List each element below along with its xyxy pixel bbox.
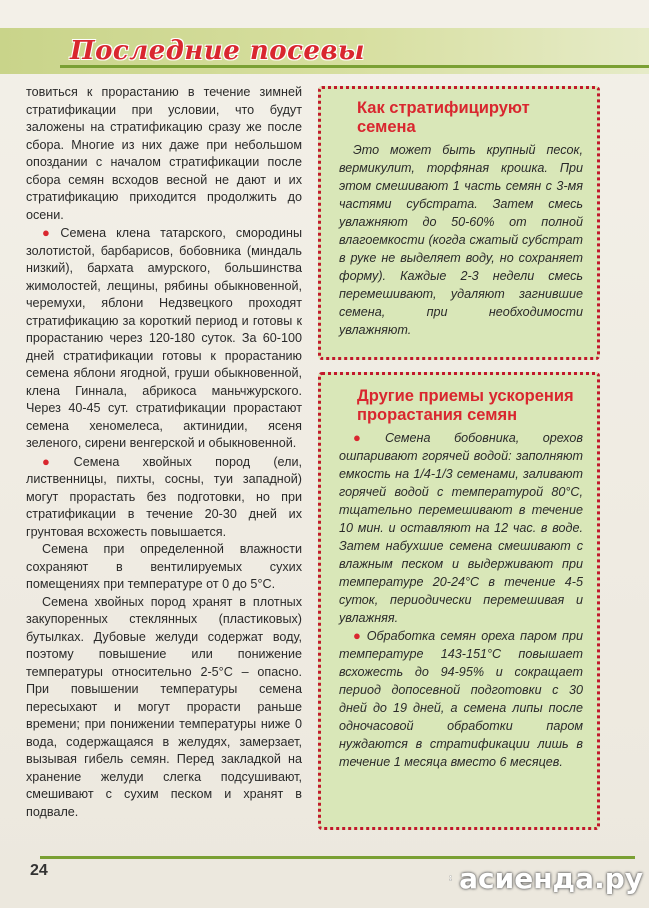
box-title: Другие приемы ускорения прорастания семян <box>357 387 574 424</box>
section-title: Последние посевы <box>70 36 365 66</box>
watermark <box>448 858 643 898</box>
paragraph: товиться к прорастанию в течение зимней стратификации при условии, что будут заложены на стратификацию сразу же после сбора. Многие из них даже при небольшом опоздании с началом стратификации после сбора семян всходов весной не дают и их стратификацию приходится продолжить до осени. <box>26 85 302 222</box>
left-column <box>26 84 302 821</box>
box-title: Как стратифицируют семена <box>357 99 530 136</box>
bullet-icon: ● <box>353 628 363 643</box>
paragraph-text: Обработка семян ореха паром при температуре 143-151°С повышает всхожесть до 94-95% и сокращает период допосевной подготовки с 30 дней до 19 дней, а семена липы после одночасовой обработки паром нуждаются в стратификации лишь в течение 1 месяца вместо 6 месяцев. <box>339 629 583 769</box>
bullet-icon: ● <box>42 225 57 240</box>
paragraph-text: Семена бобовника, орехов ошпаривают горячей водой: заполняют емкость на 1/4-1/3 семенами, заливают горячей водой с температурой 80°С, тщательно перемешивают в течение 10 мин. и оставляют на 12 час. в воде. Затем набухшие семена смешивают с влажным песком и выдерживают при температуре 20-24°С в течение 4-5 суток, периодически перемешивая и увлажняя. <box>339 431 583 625</box>
page-number: 24 <box>30 862 48 879</box>
watermark-text: асиенда.ру <box>459 861 643 895</box>
bullet-paragraph <box>26 224 302 453</box>
paragraph-text: Семена хвойных пород (ели, лиственницы, пихты, сосны, туи западной) могут прорастать без подготовки, но при стратификации в течение 20-30 дней их грунтовая всхожесть повышается. <box>26 454 302 539</box>
box-text: Это может быть крупный песок, вермикулит, торфяная крошка. При этом смешивают 1 часть семян с 3-мя частями субстрата. Затем смесь увлажняют до 50-60% от полной влагоемкости (когда сжатый субстрат в руке не выделяет воду, но сохраняет форму). Каждые 2-3 недели смесь перемешивают, удаляют загнившие семена, при необходимости увлажняют. <box>339 143 583 337</box>
paragraph-text: Семена клена татарского, смородины золотистой, барбарисов, бобовника (миндаль низкий), бархата амурского, большинства жимолостей, лещины, рябины обыкновенной, черемухи, яблони Недзвецкого проходят стратификацию за короткий период и готовы к прорастанию через 120-180 суток. За 60-100 дней стратификации готовы к прорастанию семена яблони ягодной, груши обыкновенной, клена Гиннала, абрикоса маньчжурского. Через 40-45 сут. стратификации прорастают семена хеномелеса, актинидии, ясеня зеленого, сирени венгерской и обыкновенной. <box>26 226 302 450</box>
bullet-paragraph <box>339 429 583 627</box>
bullet-icon: ● <box>42 453 70 469</box>
paragraph: Семена хвойных пород хранят в плотных закупоренных стеклянных (пластиковых) бутылках. Дубовые желуди содержат воду, поэтому повышение или понижение температуры относительно 2-5°С – опасно. При повышении температуры семена пересыхают и могут прорасти раньше времени; при понижении температуры ниже 0 вода, содержащаяся в желудях, замерзает, вызывая гибель семян. Перед закладкой на хранение желуди слегка подсушивают, смешивают с сухим песком и хранят в подвале. <box>26 594 302 819</box>
bullet-icon: ● <box>353 430 381 445</box>
flower-pot-icon <box>448 860 453 896</box>
sidebar-box-acceleration <box>318 372 600 830</box>
bullet-paragraph <box>339 627 583 771</box>
sidebar-box-stratification <box>318 86 600 360</box>
paragraph: Семена при определенной влажности сохраняют в вентилируемых сухих помещениях при температуре от 0 до 5°С. <box>26 542 302 591</box>
bullet-paragraph <box>26 453 302 542</box>
